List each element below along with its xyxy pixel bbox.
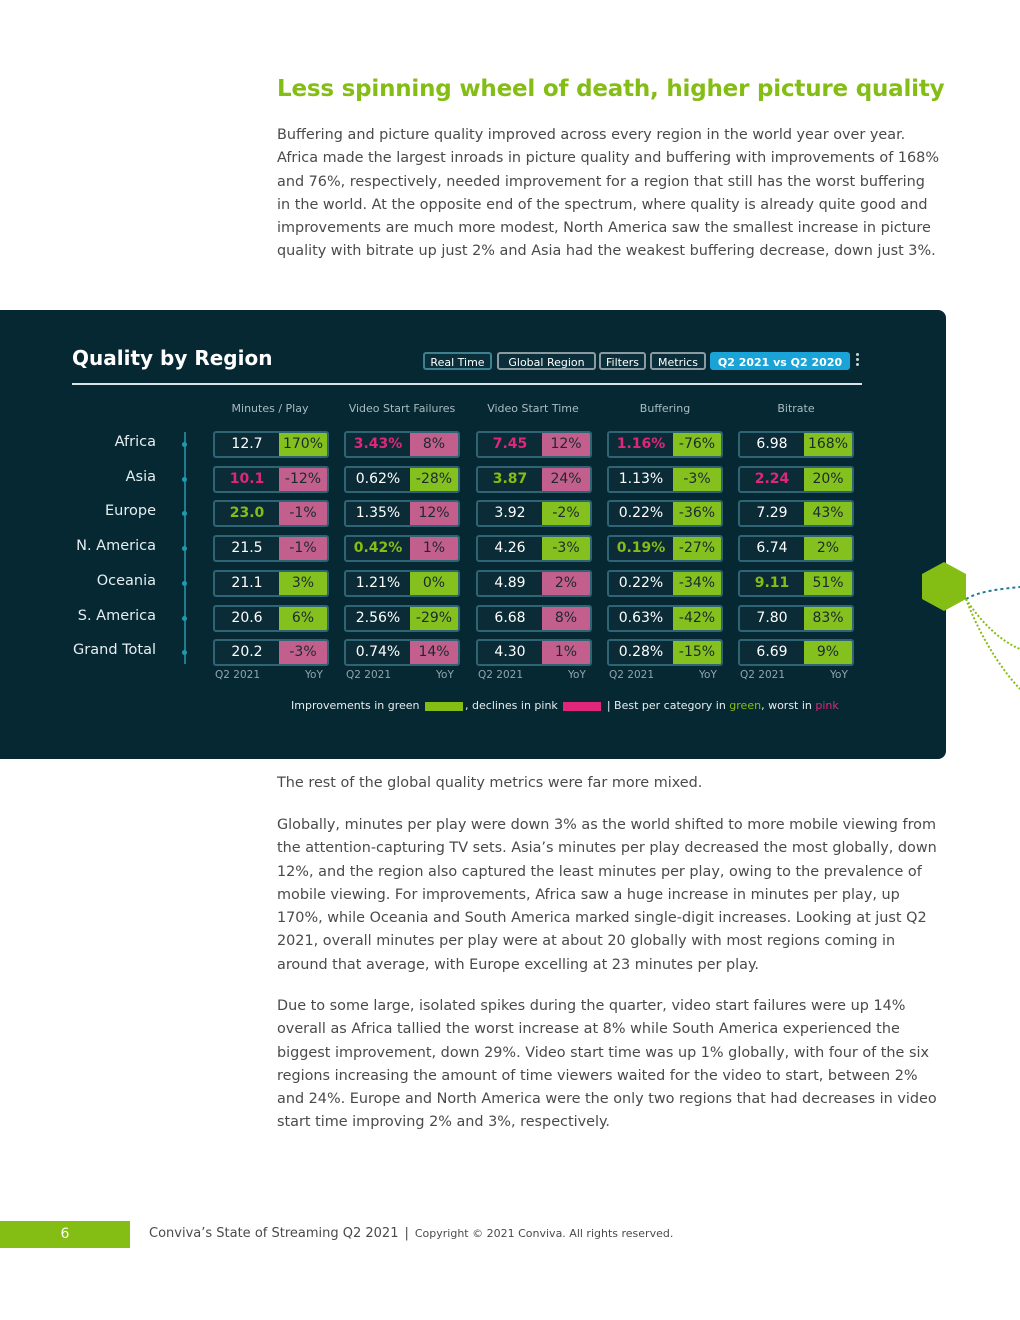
metric-cell xyxy=(344,431,460,458)
period-footer-label: Q2 2021 xyxy=(215,669,261,681)
q2-2021-value: 23.0 xyxy=(229,505,265,522)
region-label: Europe xyxy=(105,503,156,520)
yoy-footer-label: YoY xyxy=(830,669,848,681)
yoy-change: 6% xyxy=(279,607,327,630)
intro-paragraph: Buffering and picture quality improved across every region in the world year over year. Africa made the largest inroads in picture quality and buffering with improvements of 168% and 76%, respectively, needed improvement for a region that still has the worst buffering in the world. At the opposite end of the spectrum, where quality is already quite good and improvements are much more modest, North America saw the smallest increase in picture quality with bitrate up just 2% and Asia had the weakest buffering decrease, down just 3%. xyxy=(277,127,940,260)
metric-cell xyxy=(607,605,723,632)
metric-cell xyxy=(344,570,460,597)
region-label: N. America xyxy=(76,538,156,555)
yoy-change: -42% xyxy=(673,607,721,630)
yoy-change: 8% xyxy=(410,433,458,456)
yoy-footer-label: YoY xyxy=(568,669,586,681)
legend-separator: | xyxy=(606,699,611,712)
yoy-change: -1% xyxy=(279,537,327,560)
metric-cell xyxy=(476,570,592,597)
filter-metrics-button[interactable]: Metrics xyxy=(650,352,706,370)
metric-cell xyxy=(738,466,854,493)
metric-cell xyxy=(213,570,329,597)
yoy-change: 9% xyxy=(804,641,852,664)
legend-best-text: Best per category in xyxy=(614,699,730,712)
q2-2021-value: 0.19% xyxy=(616,540,666,557)
page-number: 6 xyxy=(0,1221,130,1248)
q2-2021-value: 3.87 xyxy=(492,470,528,487)
metric-cell xyxy=(738,639,854,666)
metric-cell xyxy=(344,466,460,493)
region-label: Asia xyxy=(125,468,156,485)
q2-2021-value: 0.22% xyxy=(618,574,664,591)
more-options-icon[interactable] xyxy=(856,353,860,369)
column-header-video-start-time: Video Start Time xyxy=(487,402,579,415)
q2-2021-value: 0.74% xyxy=(355,644,401,661)
yoy-change: 14% xyxy=(410,641,458,664)
page-footer xyxy=(149,1226,673,1241)
q2-2021-value: 3.92 xyxy=(494,505,526,522)
q2-2021-value: 0.42% xyxy=(353,540,403,557)
yoy-change: 168% xyxy=(804,433,852,456)
yoy-footer-label: YoY xyxy=(305,669,323,681)
metric-cell xyxy=(476,500,592,527)
metric-cell xyxy=(213,639,329,666)
metric-cell xyxy=(607,466,723,493)
yoy-change: 1% xyxy=(410,537,458,560)
period-footer-label: Q2 2021 xyxy=(346,669,392,681)
column-header-video-start-failures: Video Start Failures xyxy=(348,402,456,415)
q2-2021-value: 21.5 xyxy=(231,540,263,557)
q2-2021-value: 2.24 xyxy=(754,470,790,487)
yoy-change: -27% xyxy=(673,537,721,560)
metric-cell xyxy=(344,605,460,632)
yoy-change: -15% xyxy=(673,641,721,664)
yoy-change: 170% xyxy=(279,433,327,456)
period-footer-label: Q2 2021 xyxy=(478,669,524,681)
metric-cell xyxy=(344,500,460,527)
dashboard-title: Quality by Region xyxy=(72,346,273,370)
q2-2021-value: 20.2 xyxy=(231,644,263,661)
metric-cell xyxy=(213,500,329,527)
minutes-per-play-paragraph: Globally, minutes per play were down 3% as the world shifted to more mobile viewing from the attention-capturing TV sets. Asia’s minutes per play decreased the most globally, down 12%, and the region also captured the least minutes per play, owing to the prevalence of mobile viewing. For improvements, Africa saw a huge increase in minutes per play, up 170%, while Oceania and South America marked single-digit increases. Looking at just Q2 2021, overall minutes per play were at about 20 globally with most regions coming in around that average, with Europe excelling at 23 minutes per play. xyxy=(277,817,937,973)
metric-cell xyxy=(738,431,854,458)
yoy-change: 51% xyxy=(804,572,852,595)
region-label: Oceania xyxy=(96,572,156,589)
yoy-change: -76% xyxy=(673,433,721,456)
metric-cell xyxy=(213,431,329,458)
yoy-change: 3% xyxy=(279,572,327,595)
yoy-change: -2% xyxy=(542,502,590,525)
metric-cell xyxy=(607,500,723,527)
q2-2021-value: 10.1 xyxy=(229,470,265,487)
yoy-change: 12% xyxy=(542,433,590,456)
q2-2021-value: 1.21% xyxy=(355,574,401,591)
section-heading: Less spinning wheel of death, higher picture quality xyxy=(277,76,945,102)
yoy-change: 12% xyxy=(410,502,458,525)
q2-2021-value: 1.35% xyxy=(355,505,401,522)
metric-cell xyxy=(738,570,854,597)
yoy-footer-label: YoY xyxy=(699,669,717,681)
yoy-change: -29% xyxy=(410,607,458,630)
column-header-minutes-per-play: Minutes / Play xyxy=(231,402,309,415)
metric-cell xyxy=(738,535,854,562)
yoy-change: 1% xyxy=(542,641,590,664)
q2-2021-value: 21.1 xyxy=(231,574,263,591)
q2-2021-value: 6.74 xyxy=(756,540,788,557)
yoy-change: -12% xyxy=(279,468,327,491)
yoy-change: -28% xyxy=(410,468,458,491)
metric-cell xyxy=(607,639,723,666)
metric-cell xyxy=(607,570,723,597)
q2-2021-value: 20.6 xyxy=(231,609,263,626)
metric-cell xyxy=(344,639,460,666)
q2-2021-value: 3.43% xyxy=(353,436,403,452)
q2-2021-value: 6.69 xyxy=(756,644,788,661)
region-label: Africa xyxy=(114,434,156,450)
region-marker xyxy=(182,442,187,447)
chart-legend xyxy=(291,699,839,712)
q2-2021-value: 7.80 xyxy=(756,609,788,626)
metric-cell xyxy=(476,466,592,493)
period-comparison-button[interactable]: Q2 2021 vs Q2 2020 xyxy=(710,352,850,370)
legend-improvements-text: Improvements in green xyxy=(291,699,420,712)
region-label: Grand Total xyxy=(73,642,156,659)
metric-cell xyxy=(344,535,460,562)
hexagon-decoration-icon xyxy=(920,561,1020,691)
footer-separator: | xyxy=(404,1226,409,1241)
yoy-change: -3% xyxy=(279,641,327,664)
q2-2021-value: 4.30 xyxy=(494,644,526,661)
q2-2021-value: 2.56% xyxy=(355,609,401,626)
yoy-change: 0% xyxy=(410,572,458,595)
footer-title: Conviva’s State of Streaming Q2 2021 xyxy=(149,1226,399,1241)
video-start-paragraph: Due to some large, isolated spikes during the quarter, video start failures were up 14% overall as Africa tallied the worst increase at 8% while South America experienced the biggest improvement, down 29%. Video start time was up 1% globally, with four of the six regions increasing the amount of time viewers waited for the video to start, between 2% and 24%. Europe and North America were the only two regions that had decreases in video start time improving 2% and 3%, respectively. xyxy=(277,998,937,1131)
q2-2021-value: 0.22% xyxy=(618,505,664,522)
q2-2021-value: 7.29 xyxy=(756,505,788,522)
q2-2021-value: 4.89 xyxy=(494,574,526,591)
metric-cell xyxy=(213,466,329,493)
filter-real-time-button[interactable]: Real Time xyxy=(423,352,492,370)
metric-cell xyxy=(476,431,592,458)
metric-cell xyxy=(476,639,592,666)
column-header-bitrate: Bitrate xyxy=(777,402,815,415)
yoy-footer-label: YoY xyxy=(436,669,454,681)
yoy-change: -3% xyxy=(673,468,721,491)
legend-pink-swatch xyxy=(563,702,601,711)
region-marker xyxy=(182,477,187,482)
yoy-change: -3% xyxy=(542,537,590,560)
period-footer-label: Q2 2021 xyxy=(609,669,655,681)
legend-pink-word: pink xyxy=(815,699,839,712)
metric-cell xyxy=(213,605,329,632)
footer-copyright: Copyright © 2021 Conviva. All rights reserved. xyxy=(414,1227,674,1240)
title-divider xyxy=(72,383,862,385)
q2-2021-value: 1.16% xyxy=(616,436,666,452)
q2-2021-value: 6.68 xyxy=(494,609,526,626)
metric-cell xyxy=(213,535,329,562)
metric-cell xyxy=(476,535,592,562)
q2-2021-value: 4.26 xyxy=(494,540,526,557)
q2-2021-value: 12.7 xyxy=(231,436,263,452)
mixed-metrics-paragraph: The rest of the global quality metrics were far more mixed. xyxy=(277,775,703,791)
metric-cell xyxy=(607,535,723,562)
metric-cell xyxy=(476,605,592,632)
legend-green-swatch xyxy=(425,702,463,711)
period-footer-label: Q2 2021 xyxy=(740,669,786,681)
yoy-change: 24% xyxy=(542,468,590,491)
q2-2021-value: 0.63% xyxy=(618,609,664,626)
region-label: S. America xyxy=(77,607,156,624)
metric-cell xyxy=(607,431,723,458)
yoy-change: 83% xyxy=(804,607,852,630)
column-header-buffering: Buffering xyxy=(639,402,691,415)
q2-2021-value: 0.62% xyxy=(355,470,401,487)
q2-2021-value: 1.13% xyxy=(618,470,664,487)
legend-declines-text: , declines in pink xyxy=(465,699,558,712)
legend-worst-text: , worst in xyxy=(761,699,816,712)
yoy-change: 20% xyxy=(804,468,852,491)
q2-2021-value: 6.98 xyxy=(756,436,788,452)
q2-2021-value: 0.28% xyxy=(618,644,664,661)
yoy-change: 8% xyxy=(542,607,590,630)
filter-filters-button[interactable]: Filters xyxy=(599,352,646,370)
region-marker xyxy=(182,616,187,621)
yoy-change: -36% xyxy=(673,502,721,525)
yoy-change: 43% xyxy=(804,502,852,525)
yoy-change: -34% xyxy=(673,572,721,595)
q2-2021-value: 9.11 xyxy=(754,574,790,591)
yoy-change: 2% xyxy=(542,572,590,595)
yoy-change: -1% xyxy=(279,502,327,525)
region-marker xyxy=(182,581,187,586)
filter-global-region-button[interactable]: Global Region xyxy=(497,352,596,370)
yoy-change: 2% xyxy=(804,537,852,560)
q2-2021-value: 7.45 xyxy=(492,436,528,452)
metric-cell xyxy=(738,500,854,527)
metric-cell xyxy=(738,605,854,632)
legend-green-word: green xyxy=(729,699,762,712)
